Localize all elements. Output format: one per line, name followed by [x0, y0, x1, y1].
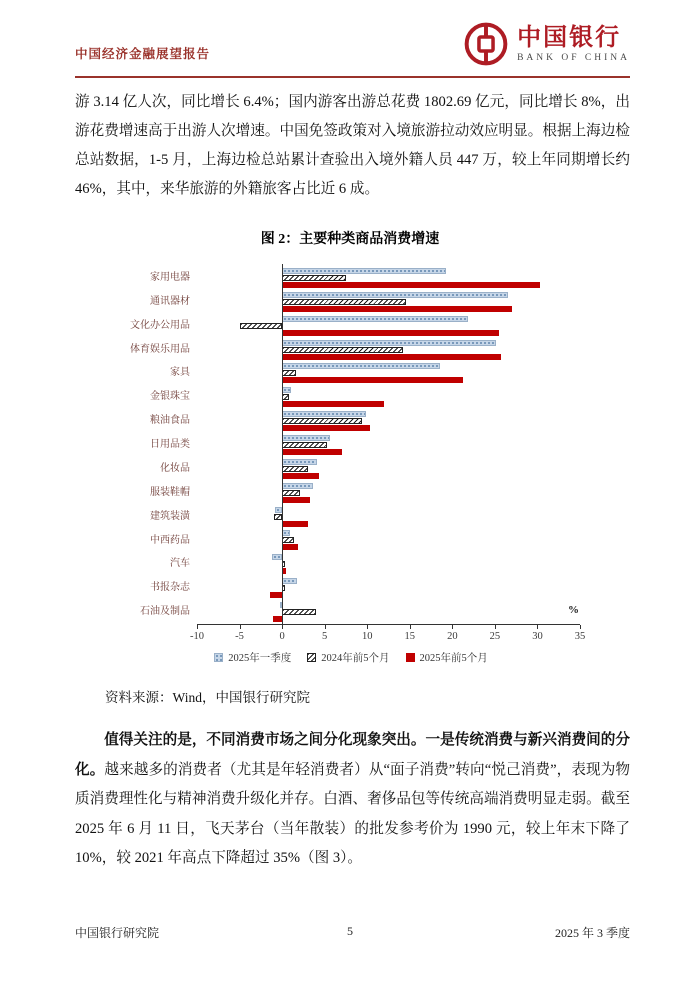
paragraph-2-text: 越来越多的消费者（尤其是年轻消费者）从“面子消费”转向“悦己消费”，表现为物质消费理性化与精神消费升级化并存。白酒、奢侈品包等传统高端消费明显走弱。截至 2025 年 6 月 11 日，飞天茅台（当年散装）的批发参考价为 1990 元，较上年末下降了 10%，较 2021 年高点下降超过 35%（图 3）。	[75, 761, 630, 866]
bar	[282, 306, 512, 312]
x-tick-label: 0	[279, 631, 285, 642]
chart-source: 资料来源：Wind，中国银行研究院	[105, 690, 310, 705]
x-axis-tick	[452, 625, 453, 629]
x-axis-tick	[282, 625, 283, 629]
chart-figure	[75, 252, 627, 672]
bar	[282, 347, 403, 353]
footer-page-number: 5	[347, 924, 353, 938]
x-axis-tick	[537, 625, 538, 629]
report-title: 中国经济金融展望报告	[75, 47, 211, 61]
bar	[282, 377, 463, 383]
category-label: 石油及制品	[140, 606, 190, 618]
x-tick-label: 35	[574, 631, 586, 642]
bar	[282, 435, 330, 441]
zero-line	[282, 264, 283, 624]
boc-logo-text	[517, 25, 630, 63]
category-label: 体育娱乐用品	[130, 343, 190, 355]
x-axis-line	[197, 624, 580, 625]
category-label: 家用电器	[150, 272, 190, 283]
x-axis-tick	[240, 625, 241, 629]
category-label: 金银珠宝	[150, 391, 190, 403]
bank-of-china-logo	[464, 22, 630, 66]
category-label: 文化办公用品	[130, 319, 190, 331]
bar	[282, 459, 317, 465]
category-label: 建筑装潢	[150, 510, 190, 522]
bar	[282, 316, 468, 322]
category-label: 日用品类	[150, 439, 190, 451]
bar	[282, 411, 366, 417]
bar	[270, 592, 282, 598]
bar	[282, 292, 508, 298]
bar	[282, 387, 291, 393]
bar	[282, 483, 313, 489]
bar	[282, 299, 405, 305]
bar	[275, 507, 282, 513]
bar	[272, 554, 282, 560]
x-tick-label: -10	[190, 631, 204, 642]
legend-label: 2025年一季度	[228, 653, 292, 664]
boc-logo-text-cn: 中国银行	[517, 24, 622, 51]
bar	[282, 401, 384, 407]
x-tick-label: -5	[235, 631, 244, 642]
bar	[282, 530, 290, 536]
category-label: 服装鞋帽	[150, 486, 190, 498]
category-label: 化妆品	[160, 462, 190, 474]
category-label: 家具	[170, 367, 190, 379]
x-axis-tick	[495, 625, 496, 629]
x-tick-label: 10	[361, 631, 373, 642]
chart-legend	[75, 650, 627, 665]
legend-item	[406, 650, 488, 665]
bar	[282, 370, 296, 376]
bar	[282, 473, 319, 479]
boc-logo-text-en: BANK OF CHINA	[517, 53, 630, 64]
bar	[274, 514, 282, 520]
bar	[282, 544, 298, 550]
legend-label: 2024年前5个月	[321, 653, 390, 664]
bar	[282, 466, 308, 472]
x-tick-label: 30	[532, 631, 543, 642]
bar	[282, 490, 300, 496]
body-paragraph-1: 游 3.14 亿人次，同比增长 6.4%；国内游客出游总花费 1802.69 亿元，同比增长 8%，出游花费增速高于出游人次增速。中国免签政策对入境旅游拉动效应明显。根据上海边检总站数据，1-5 月，上海边检总站累计查验出入境外籍人员 447 万，较上年同期增长约 46%，其中，来华旅游的外籍旅客占比近 6 成。	[75, 94, 630, 197]
bar	[282, 425, 370, 431]
footer-institution: 中国银行研究院	[75, 926, 160, 940]
category-label: 通讯器材	[150, 295, 190, 307]
category-label: 书报杂志	[150, 582, 190, 594]
category-label: 粮油食品	[150, 415, 190, 427]
x-axis-tick	[580, 625, 581, 629]
bar	[282, 578, 297, 584]
bar	[282, 449, 342, 455]
x-axis-tick	[325, 625, 326, 629]
legend-swatch	[307, 653, 316, 662]
footer-issue: 2025 年 3 季度	[554, 926, 630, 940]
body-paragraph-2	[75, 726, 630, 874]
legend-swatch	[406, 653, 415, 662]
legend-item	[214, 650, 291, 665]
bar	[282, 282, 540, 288]
bar	[282, 521, 308, 527]
bar	[282, 537, 294, 543]
x-axis-tick	[197, 625, 198, 629]
chart-unit-label: %	[568, 604, 579, 616]
bar	[282, 609, 316, 615]
bar	[282, 330, 499, 336]
x-tick-label: 25	[489, 631, 501, 642]
bar	[240, 323, 283, 329]
bar	[282, 394, 289, 400]
legend-item	[307, 650, 389, 665]
bar	[273, 616, 282, 622]
chart-title: 图 2：主要种类商品消费增速	[260, 232, 440, 247]
bar	[282, 418, 362, 424]
legend-label: 2025年前5个月	[419, 653, 488, 664]
bar	[282, 354, 501, 360]
header-divider	[75, 76, 630, 78]
bar	[282, 442, 327, 448]
paragraph-2-bold-lead: 值得关注的是，不同消费市场之间分化现象突出。一是传统消费与新兴消费间的分化。	[75, 732, 630, 778]
x-tick-label: 15	[404, 631, 416, 642]
x-axis-tick	[410, 625, 411, 629]
x-tick-label: 5	[322, 631, 328, 642]
bar	[282, 497, 310, 503]
bar	[282, 340, 496, 346]
category-label: 中西药品	[150, 534, 190, 546]
bar	[282, 363, 440, 369]
boc-coin-emblem-icon	[464, 22, 508, 66]
bar	[282, 268, 446, 274]
category-label: 汽车	[170, 558, 190, 570]
x-tick-label: 20	[447, 631, 458, 642]
bar	[282, 275, 346, 281]
x-axis-tick	[367, 625, 368, 629]
legend-swatch	[214, 653, 223, 662]
